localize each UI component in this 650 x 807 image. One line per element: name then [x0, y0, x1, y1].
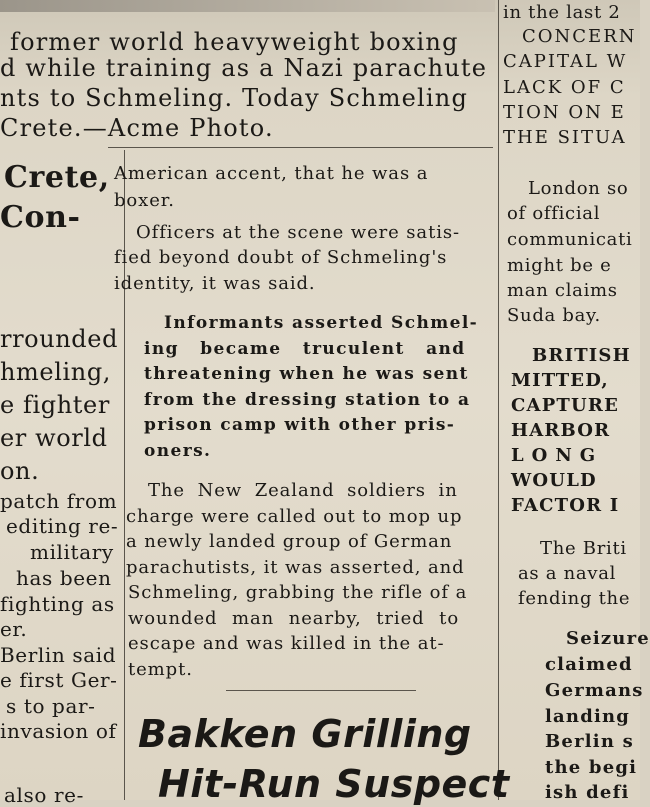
text-line: the begi: [545, 757, 638, 778]
text-line: fending the: [518, 588, 631, 609]
column-rule: [498, 0, 499, 800]
text-line: wounded man nearby, tried to: [128, 608, 460, 629]
text-line: invasion of: [0, 719, 117, 743]
section-rule: [226, 690, 416, 691]
caption-line: former world heavyweight boxing: [10, 28, 459, 56]
headline-line: Crete,: [4, 160, 110, 195]
text-line: Informants asserted Schmel-: [164, 313, 479, 333]
text-line: THE SITUA: [503, 127, 627, 148]
text-line: Officers at the scene were satis-: [136, 222, 460, 243]
text-line: Berlin s: [545, 731, 634, 752]
text-line: in the last 2: [503, 2, 621, 23]
text-line: editing re-: [6, 514, 119, 538]
text-line: Schmeling, grabbing the rifle of a: [128, 582, 468, 603]
text-line: TION ON E: [503, 102, 626, 123]
text-line: a newly landed group of German: [126, 531, 453, 552]
caption-line: Crete.—Acme Photo.: [0, 114, 274, 142]
caption-line: nts to Schmeling. Today Schmeling: [0, 84, 469, 112]
text-line: MITTED,: [511, 370, 609, 391]
caption-line: d while training as a Nazi parachute: [0, 54, 488, 82]
text-line: BRITISH: [532, 345, 631, 366]
text-line: oners.: [144, 441, 212, 461]
text-line: London so: [528, 178, 629, 199]
text-line: er world: [0, 424, 108, 452]
text-line: fighting as: [0, 592, 115, 616]
text-line: from the dressing station to a: [144, 390, 471, 410]
text-line: military: [30, 540, 114, 564]
next-article-headline: Hit-Run Suspect: [158, 762, 510, 806]
text-line: parachutists, it was asserted, and: [126, 557, 465, 578]
text-line: on.: [0, 457, 40, 485]
text-line: Seizure: [566, 628, 650, 649]
text-line: patch from: [0, 489, 118, 513]
text-line: prison camp with other pris-: [144, 415, 456, 435]
headline-line: Con-: [0, 200, 81, 235]
text-line: threatening when he was sent: [144, 364, 469, 384]
text-line: identity, it was said.: [114, 273, 316, 294]
text-line: The Briti: [540, 538, 627, 559]
text-line: HARBOR: [511, 420, 611, 441]
text-line: of official: [507, 203, 601, 224]
text-line: Germans: [545, 680, 644, 701]
text-line: Berlin said: [0, 643, 117, 667]
text-line: CONCERN: [522, 26, 637, 47]
text-line: fied beyond doubt of Schmeling's: [114, 247, 448, 268]
text-line: man claims: [507, 280, 618, 301]
text-line: s to par-: [6, 694, 96, 718]
text-line: e fighter: [0, 391, 110, 419]
text-line: The New Zealand soldiers in: [148, 480, 458, 501]
text-line: CAPITAL W: [503, 51, 628, 72]
text-line: also re-: [4, 783, 84, 807]
next-article-headline: Bakken Grilling: [138, 712, 472, 756]
text-line: ing became truculent and: [144, 339, 466, 359]
text-line: American accent, that he was a: [114, 163, 429, 184]
text-line: claimed: [545, 654, 633, 675]
text-line: might be e: [507, 255, 612, 276]
text-line: ish defi: [545, 782, 630, 803]
text-line: as a naval: [518, 563, 617, 584]
text-line: rrounded: [0, 325, 119, 353]
caption-rule: [108, 147, 493, 148]
text-line: CAPTURE: [511, 395, 619, 416]
text-line: LACK OF C: [503, 77, 626, 98]
text-line: charge were called out to mop up: [126, 506, 463, 527]
text-line: boxer.: [114, 190, 175, 211]
text-line: hmeling,: [0, 358, 112, 386]
text-line: FACTOR I: [511, 495, 620, 516]
text-line: has been: [16, 566, 112, 590]
text-line: er.: [0, 617, 28, 641]
text-line: WOULD: [511, 470, 597, 491]
text-line: e first Ger-: [0, 668, 118, 692]
text-line: escape and was killed in the at-: [128, 633, 445, 654]
photo-edge: [0, 0, 495, 12]
text-line: landing: [545, 706, 631, 727]
text-line: Suda bay.: [507, 305, 601, 326]
text-line: tempt.: [128, 659, 193, 680]
text-line: communicati: [507, 229, 633, 250]
text-line: LONG: [511, 445, 604, 466]
